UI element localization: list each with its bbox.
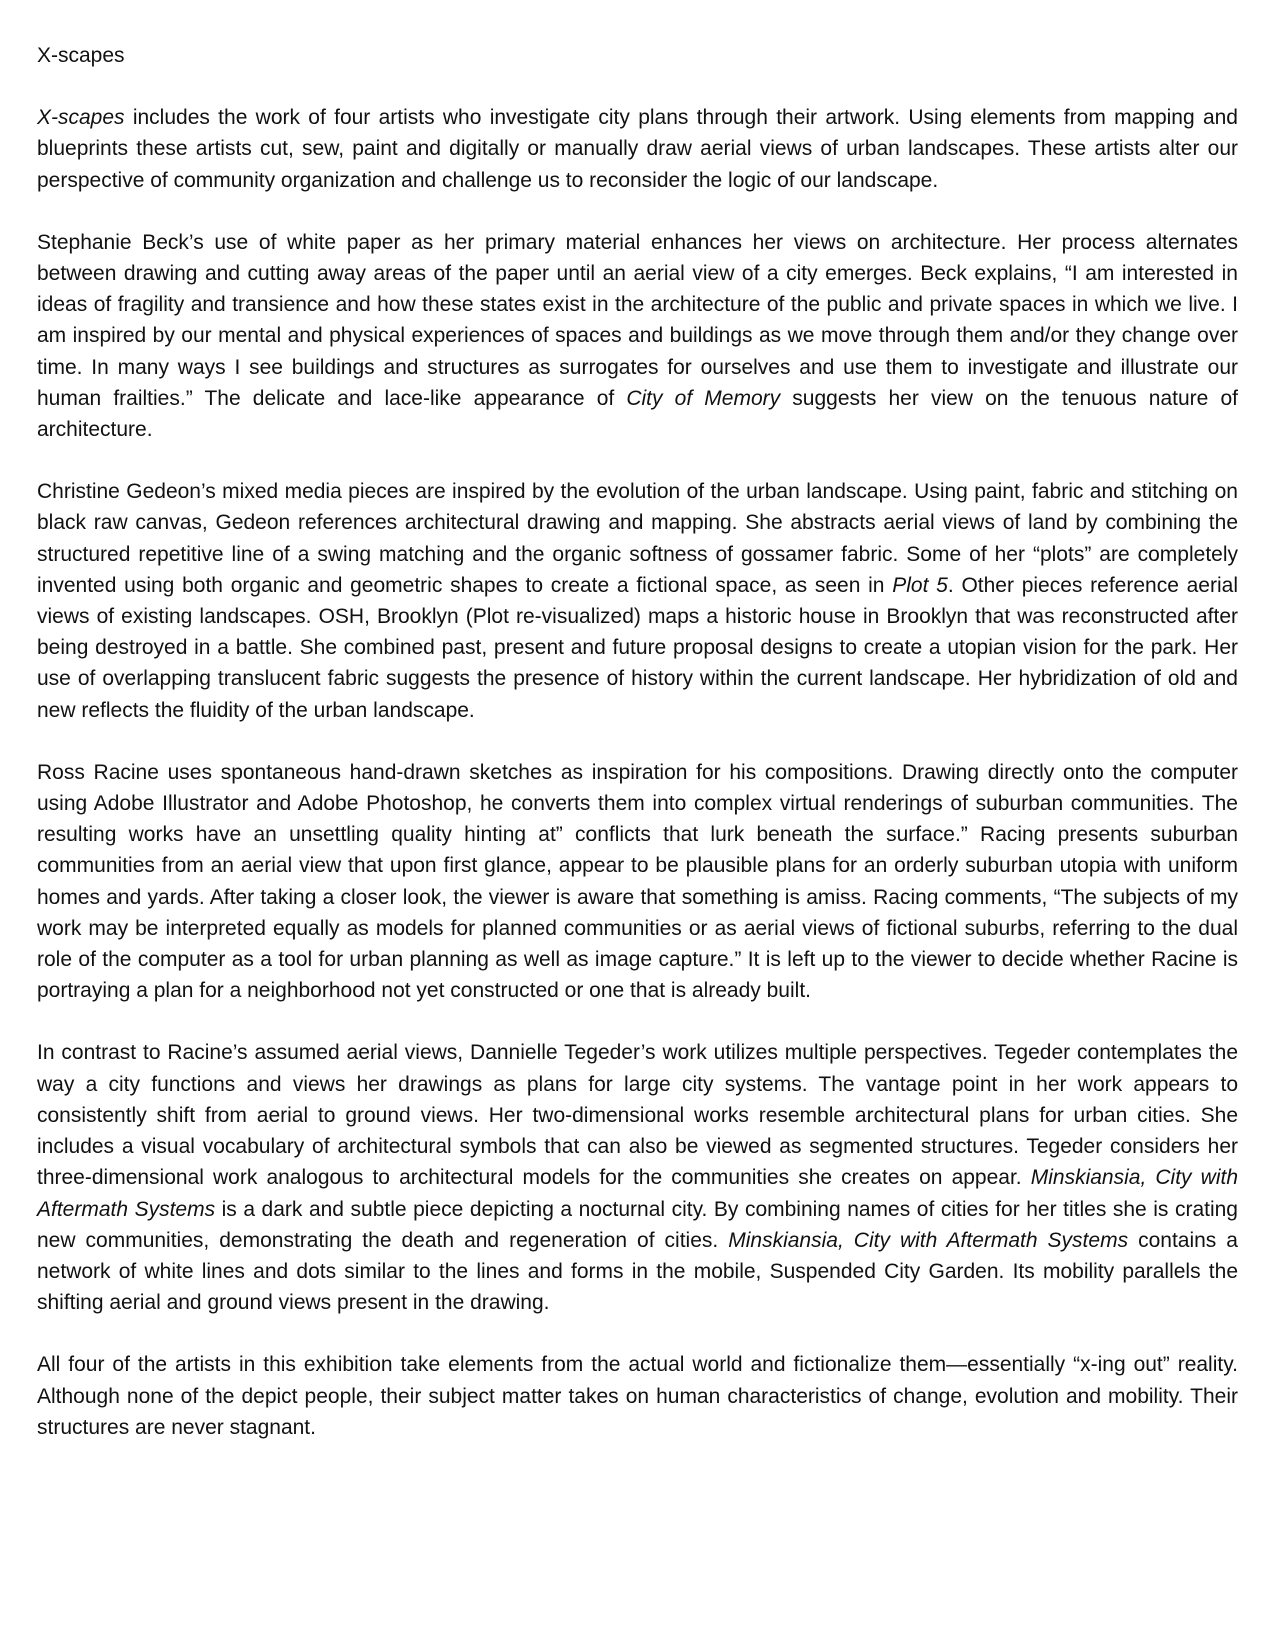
paragraph-stephanie-beck: [37, 227, 1238, 445]
paragraph-text: All four of the artists in this exhibition take elements from the actual world and fictionalize them—essentially “x-ing out” reality. Although none of the depict people, their subject matter takes on human characteristics of change, evolution and mobility. Their structures are never stagnant.: [37, 1353, 1238, 1439]
document-page: [37, 40, 1238, 1443]
paragraph-text: In contrast to Racine’s assumed aerial views, Dannielle Tegeder’s work utilizes multiple perspectives. Tegeder contemplates the way a city functions and views her drawings as plans for large city systems. The vantage point in her work appears to consistently shift from aerial to ground views. Her two-dimensional works resemble architectural plans for urban cities. She includes a visual vocabulary of architectural symbols that can also be viewed as segmented structures. Tegeder considers her three-dimensional work analogous to architectural models for the communities she creates on appear.: [37, 1041, 1238, 1190]
italic-title-minskiansia: Minskiansia, City with Aftermath Systems: [37, 1166, 1238, 1221]
paragraph-text: . Other pieces reference aerial views of existing landscapes. OSH, Brooklyn (Plot re-visualized) maps a historic house in Brooklyn that was reconstructed after being destroyed in a battle. She combined past, present and future proposal designs to create a utopian vision for the park. Her use of overlapping translucent fabric suggests the presence of history within the current landscape. Her hybridization of old and new reflects the fluidity of the urban landscape.: [37, 573, 1238, 722]
paragraph-conclusion: [37, 1349, 1238, 1443]
italic-title-x-scapes: X-scapes: [37, 106, 125, 130]
paragraph-text: contains a network of white lines and dots similar to the lines and forms in the mobile, Suspended City Garden. Its mobility parallels the shifting aerial and ground views present in the drawing.: [37, 1228, 1238, 1315]
paragraph-text: suggests her view on the tenuous nature of architecture.: [37, 386, 1238, 442]
paragraph-text: Stephanie Beck’s use of white paper as her primary material enhances her views on architecture. Her process alternates between drawing and cutting away areas of the paper until an aerial view of a city emerges. Beck explains, “I am interested in ideas of fragility and transience and how these states exist in the architecture of the public and private spaces in which we live. I am inspired by our mental and physical experiences of spaces and buildings as we move through them and/or they change over time. In many ways I see buildings and structures as surrogates for ourselves and use them to investigate and illustrate our human frailties.” The delicate and lace-like appearance of: [37, 230, 1238, 410]
italic-title-city-of-memory: City of Memory: [626, 386, 781, 410]
italic-title-minskiansia: Minskiansia, City with Aftermath Systems: [728, 1228, 1129, 1252]
paragraph-text: includes the work of four artists who investigate city plans through their artwork. Using elements from mapping and blueprints these artists cut, sew, paint and digitally or manually draw aerial views of urban landscapes. These artists alter our perspective of community organization and challenge us to reconsider the logic of our landscape.: [37, 106, 1238, 192]
paragraph-christine-gedeon: [37, 476, 1238, 726]
paragraph-text: is a dark and subtle piece depicting a nocturnal city. By combining names of cities for her titles she is crating new communities, demonstrating the death and regeneration of cities.: [37, 1197, 1238, 1252]
paragraph-text: Ross Racine uses spontaneous hand-drawn sketches as inspiration for his compositions. Drawing directly onto the computer using Adobe Illustrator and Adobe Photoshop, he converts them into complex virtual renderings of suburban communities. The resulting works have an unsettling quality hinting at” conflicts that lurk beneath the surface.” Racing presents suburban communities from an aerial view that upon first glance, appear to be plausible plans for an orderly suburban utopia with uniform homes and yards. After taking a closer look, the viewer is aware that something is amiss. Racing comments, “The subjects of my work may be interpreted equally as models for planned communities or as aerial views of fictional suburbs, referring to the dual role of the computer as a tool for urban planning as well as image capture.” It is left up to the viewer to decide whether Racine is portraying a plan for a neighborhood not yet constructed or one that is already built.: [37, 760, 1238, 1003]
paragraph-dannielle-tegeder: [37, 1037, 1238, 1318]
italic-title-plot-5: Plot 5: [892, 573, 948, 597]
paragraph-intro: [37, 102, 1238, 196]
paragraph-ross-racine: [37, 757, 1238, 1007]
paragraph-text: Christine Gedeon’s mixed media pieces are inspired by the evolution of the urban landscape. Using paint, fabric and stitching on black raw canvas, Gedeon references architectural drawing and mapping. She abstracts aerial views of land by combining the structured repetitive line of a swing matching and the organic softness of gossamer fabric. Some of her “plots” are completely invented using both organic and geometric shapes to create a fictional space, as seen in: [37, 480, 1238, 597]
document-title: X-scapes: [37, 44, 125, 67]
